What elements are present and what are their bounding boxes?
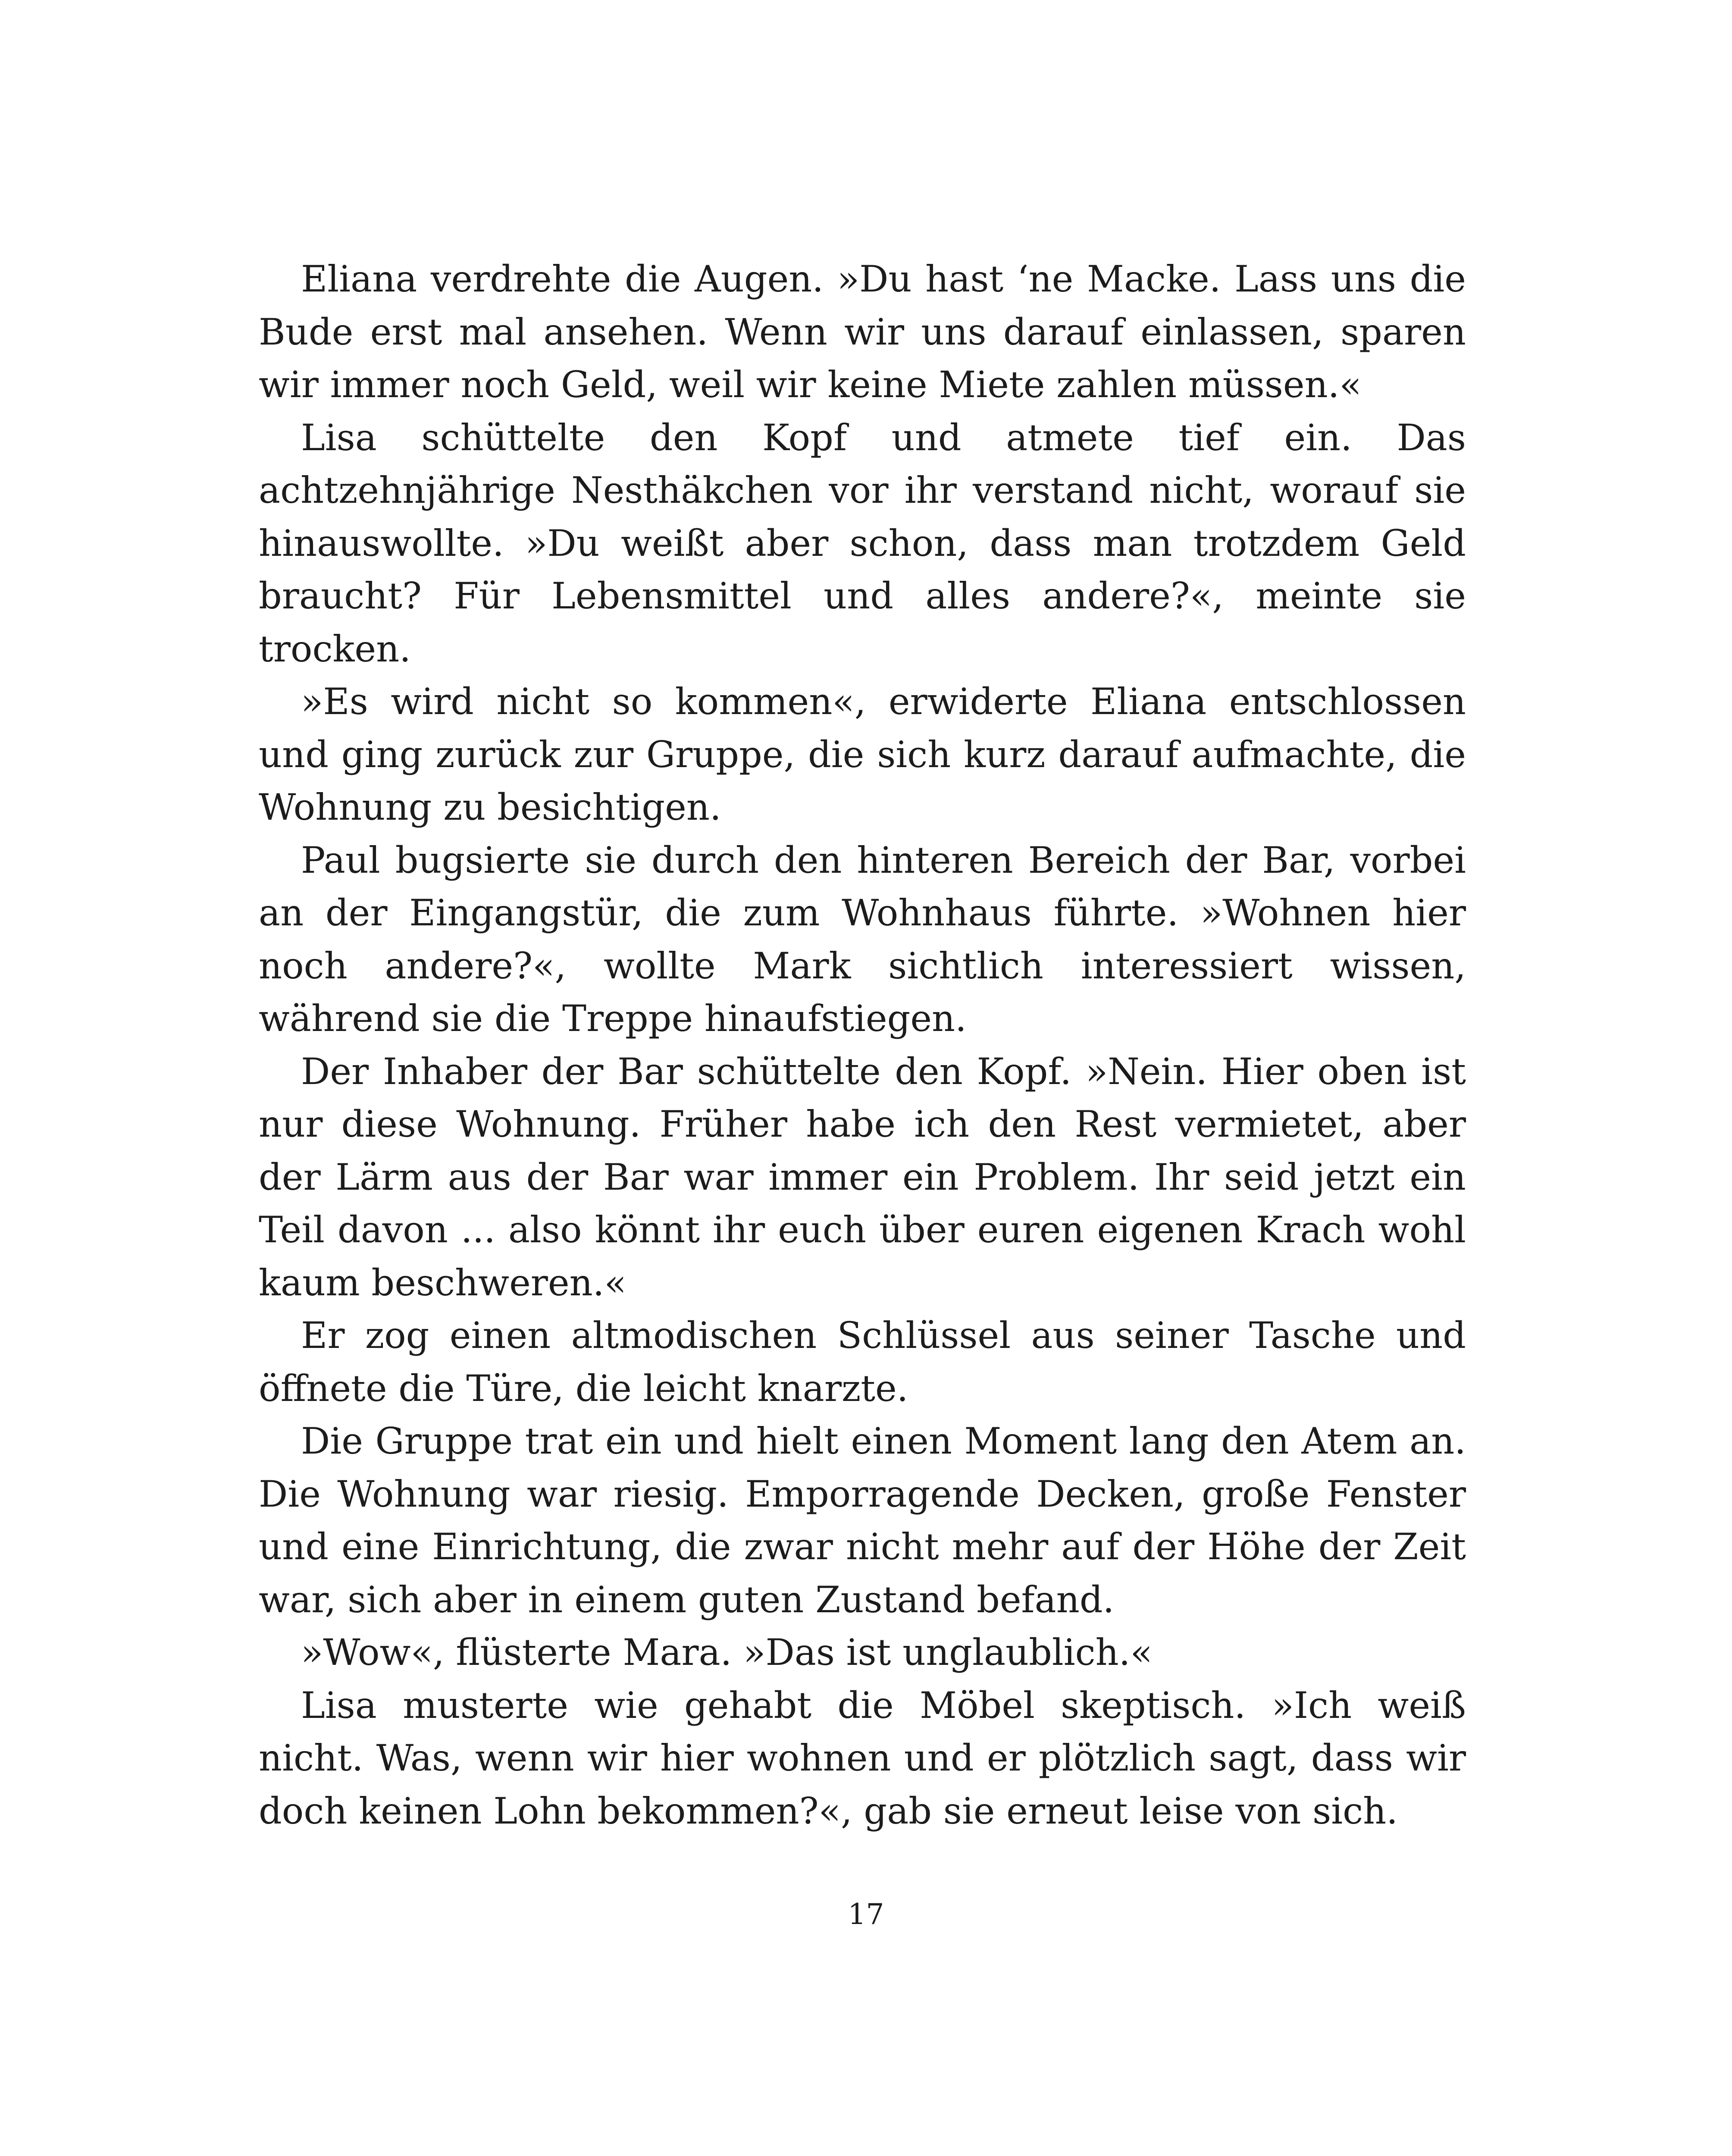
paragraph: »Es wird nicht so kommen«, erwiderte Eliana entschlossen und ging zurück zur Gruppe, die sich kurz darauf aufmachte, die Wohnung zu besichtigen. [259,680,1466,828]
paragraph: Die Gruppe trat ein und hielt einen Moment lang den Atem an. Die Wohnung war riesig. Emporragende Decken, große Fenster und eine Einrichtung, die zwar nicht mehr auf der Höhe der Zeit war, sich aber in einem guten Zustand befand. [259,1420,1466,1621]
paragraph: »Wow«, flüsterte Mara. »Das ist unglaublich.« [301,1631,1153,1673]
paragraph: Er zog einen altmodischen Schlüssel aus seiner Tasche und öffnete die Türe, die leicht knarzte. [259,1314,1466,1410]
body-text [259,253,1466,1837]
paragraph: Der Inhaber der Bar schüttelte den Kopf. »Nein. Hier oben ist nur diese Wohnung. Früher habe ich den Rest vermietet, aber der Lärm aus der Bar war immer ein Problem. Ihr seid jetzt ein Teil davon ... also könnt ihr euch über euren eigenen Krach wohl kaum beschweren.« [259,1050,1466,1304]
paragraph: Eliana verdrehte die Augen. »Du hast ‘ne Macke. Lass uns die Bude erst mal ansehen. Wenn wir uns darauf einlassen, sparen wir immer noch Geld, weil wir keine Miete zahlen müssen.« [259,258,1466,406]
page-number: 17 [848,1898,884,1931]
paragraph: Lisa schüttelte den Kopf und atmete tief ein. Das achtzehnjährige Nesthäkchen vor ihr verstand nicht, worauf sie hinauswollte. »Du weißt aber schon, dass man trotzdem Geld braucht? Für Lebensmittel und alles andere?«, meinte sie trocken. [259,416,1466,670]
paragraph: Paul bugsierte sie durch den hinteren Bereich der Bar, vorbei an der Eingangstür, die zum Wohnhaus führte. »Wohnen hier noch andere?«, wollte Mark sichtlich interessiert wissen, während sie die Treppe hinaufstiegen. [259,839,1466,1040]
paragraph: Lisa musterte wie gehabt die Möbel skeptisch. »Ich weiß nicht. Was, wenn wir hier wohnen und er plötzlich sagt, dass wir doch keinen Lohn bekommen?«, gab sie erneut leise von sich. [259,1684,1466,1832]
